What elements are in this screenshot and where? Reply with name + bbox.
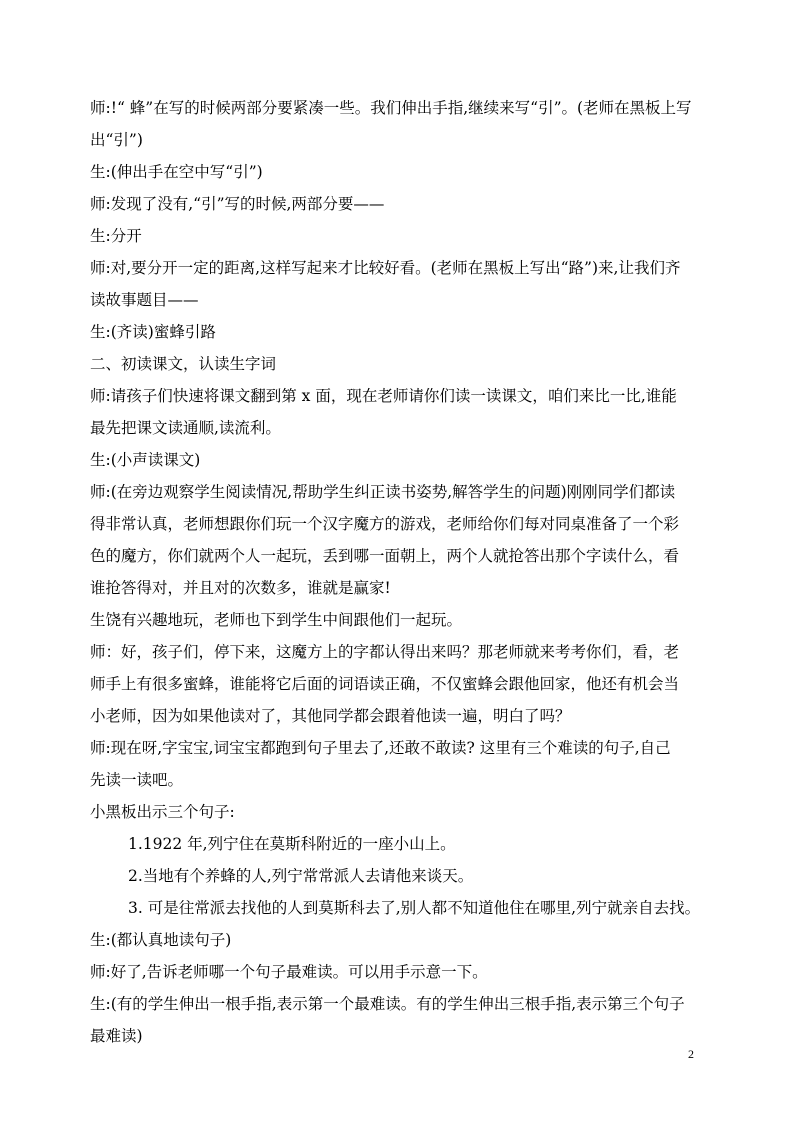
section-heading: 二、初读课文，认读生字词 [90,355,277,373]
text-line: 师：好，孩子们，停下来，这魔方上的字都认得出来吗？那老师就来考考你们，看，老 [90,643,680,661]
text-line: 生:(都认真地读句子) [90,931,232,949]
text-line: 师:(在旁边观察学生阅读情况,帮助学生纠正读书姿势,解答学生的问题)刚刚同学们都读 [90,483,676,501]
text-line: 师:好了,告诉老师哪一个句子最难读。可以用手示意一下。 [90,963,488,981]
text-line: 色的魔方，你们就两个人一起玩，丢到哪一面朝上，两个人就抢答出那个字读什么，看 [90,547,680,565]
text-line: 得非常认真，老师想跟你们玩一个汉字魔方的游戏，老师给你们每对同桌准备了一个彩 [90,515,680,533]
text-line: 生:(齐读)蜜蜂引路 [90,323,216,341]
text-line: 生饶有兴趣地玩，老师也下到学生中间跟他们一起玩。 [90,611,463,629]
text-line: 生:(小声读课文) [90,451,201,469]
text-line: 小老师，因为如果他读对了，其他同学都会跟着他读一遍，明白了吗？ [90,707,571,725]
text-line: 最难读) [90,1027,143,1045]
document-body [90,92,710,1052]
text-line: 师:请孩子们快速将课文翻到第 x 面，现在老师请你们读一读课文，咱们来比一比,谁能 [90,387,677,405]
text-line: 生:(有的学生伸出一根手指,表示第一个最难读。有的学生伸出三根手指,表示第三个句子 [90,995,685,1013]
sentence-item: 3. 可是往常派去找他的人到莫斯科去了,别人都不知道他住在哪里,列宁就亲自去找。 [128,899,701,917]
text-line: 小黑板出示三个句子: [90,803,235,821]
text-line: 生:(伸出手在空中写“引”) [90,163,263,181]
text-line: 师手上有很多蜜蜂，谁能将它后面的词语读正确，不仅蜜蜂会跟他回家，他还有机会当 [90,675,680,693]
text-line: 师:发现了没有,“引”写的时候,两部分要—— [90,195,385,213]
text-line: 最先把课文读通顺,读流利。 [90,419,281,437]
text-line: 谁抢答得对，并且对的次数多，谁就是赢家! [90,579,391,597]
text-line: 师:!“ 蜂”在写的时候两部分要紧凑一些。我们伸出手指,继续来写“引”。(老师在黑板上写 [90,99,692,117]
text-line: 读故事题目—— [90,291,199,309]
text-line: 出“引”) [90,131,143,149]
text-line: 师:对,要分开一定的距离,这样写起来才比较好看。(老师在黑板上写出“路”)来,让我们齐 [90,259,681,277]
text-line: 生:分开 [90,227,142,245]
text-line: 师:现在呀,字宝宝,词宝宝都跑到句子里去了,还敢不敢读? 这里有三个难读的句子,自己 [90,739,671,757]
sentence-item: 2.当地有个养蜂的人,列宁常常派人去请他来谈天。 [128,867,474,885]
sentence-item: 1.1922 年,列宁住在莫斯科附近的一座小山上。 [128,835,456,853]
page-number: 2 [688,1047,694,1061]
text-line: 先读一读吧。 [90,771,184,789]
